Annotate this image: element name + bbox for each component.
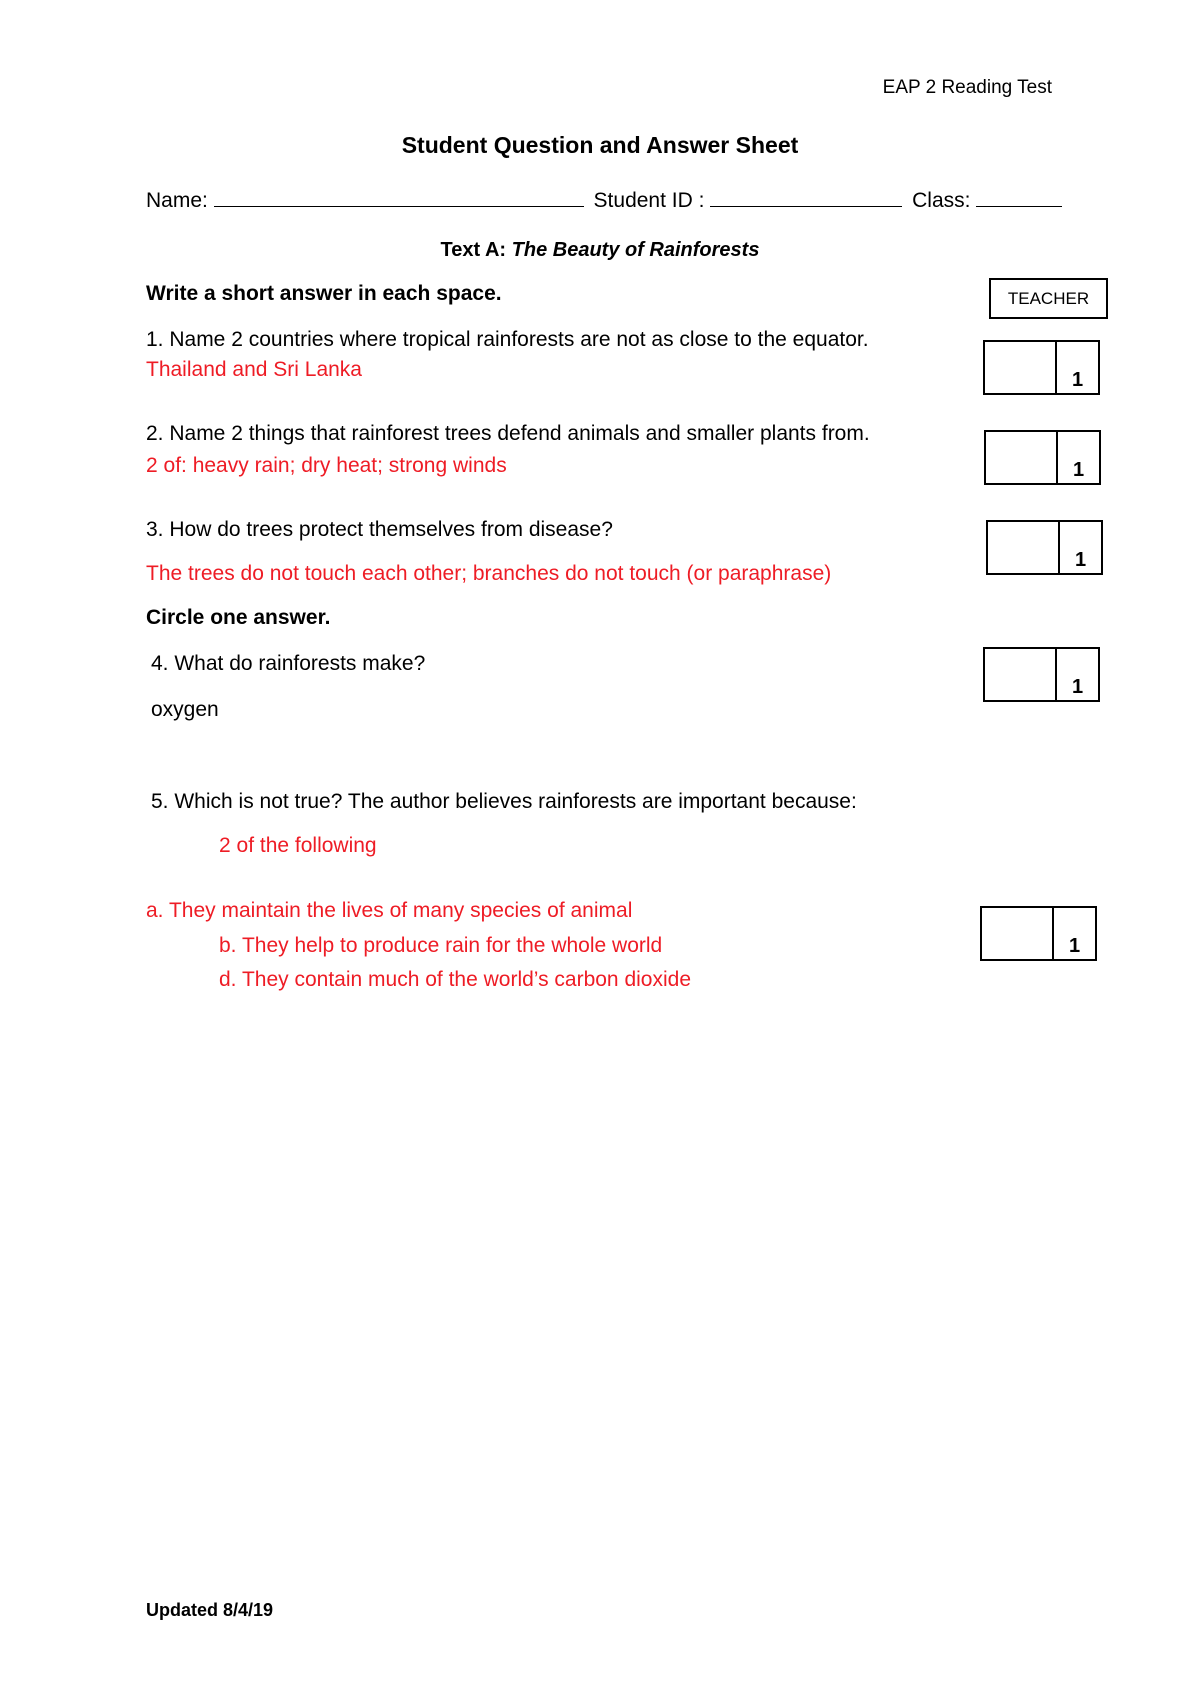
answer-1: Thailand and Sri Lanka <box>146 358 362 381</box>
teacher-label: TEACHER <box>989 278 1108 319</box>
score-box-2[interactable] <box>984 430 1101 485</box>
name-field[interactable] <box>214 188 584 207</box>
question-5: 5. Which is not true? The author believes rainforests are important because: <box>151 790 857 813</box>
score-box-4[interactable] <box>983 647 1100 702</box>
score-value-2: 1 <box>1072 459 1085 481</box>
q5-option-b: b. They help to produce rain for the whole world <box>219 934 663 957</box>
score-value-5: 1 <box>1068 935 1081 957</box>
score-box-3[interactable] <box>986 520 1103 575</box>
student-id-field[interactable] <box>710 188 902 207</box>
score-box-1[interactable] <box>983 340 1100 395</box>
question-3: 3. How do trees protect themselves from disease? <box>146 518 613 541</box>
instruction-short-answer: Write a short answer in each space. <box>146 282 502 305</box>
question-2: 2. Name 2 things that rainforest trees defend animals and smaller plants from. <box>146 422 870 445</box>
student-id-label: Student ID : <box>593 189 705 212</box>
q5-option-a: a. They maintain the lives of many species of animal <box>146 899 633 922</box>
instruction-circle: Circle one answer. <box>146 606 331 629</box>
q5-option-d: d. They contain much of the world’s carbon dioxide <box>219 968 691 991</box>
footer-updated: Updated 8/4/19 <box>146 1600 274 1620</box>
class-label: Class: <box>912 189 971 212</box>
score-value-4: 1 <box>1071 676 1084 698</box>
answer-4: oxygen <box>151 698 219 721</box>
question-1: 1. Name 2 countries where tropical rainforests are not as close to the equator. <box>146 328 869 351</box>
score-value-3: 1 <box>1074 549 1087 571</box>
student-fields-row <box>146 188 1066 214</box>
name-label: Name: <box>146 189 208 212</box>
page-title: Student Question and Answer Sheet <box>401 132 799 158</box>
answer-2: 2 of: heavy rain; dry heat; strong winds <box>146 454 507 477</box>
text-title-name: The Beauty of Rainforests <box>511 239 760 261</box>
text-title <box>0 237 1200 263</box>
answer-3: The trees do not touch each other; branches do not touch (or paraphrase) <box>146 562 832 585</box>
score-value-1: 1 <box>1071 369 1084 391</box>
answer-5: 2 of the following <box>219 834 377 857</box>
text-title-prefix: Text A: <box>440 239 507 261</box>
question-4: 4. What do rainforests make? <box>151 652 426 675</box>
score-box-5[interactable] <box>980 906 1097 961</box>
class-field[interactable] <box>976 188 1062 207</box>
header-label: EAP 2 Reading Test <box>882 77 1052 98</box>
